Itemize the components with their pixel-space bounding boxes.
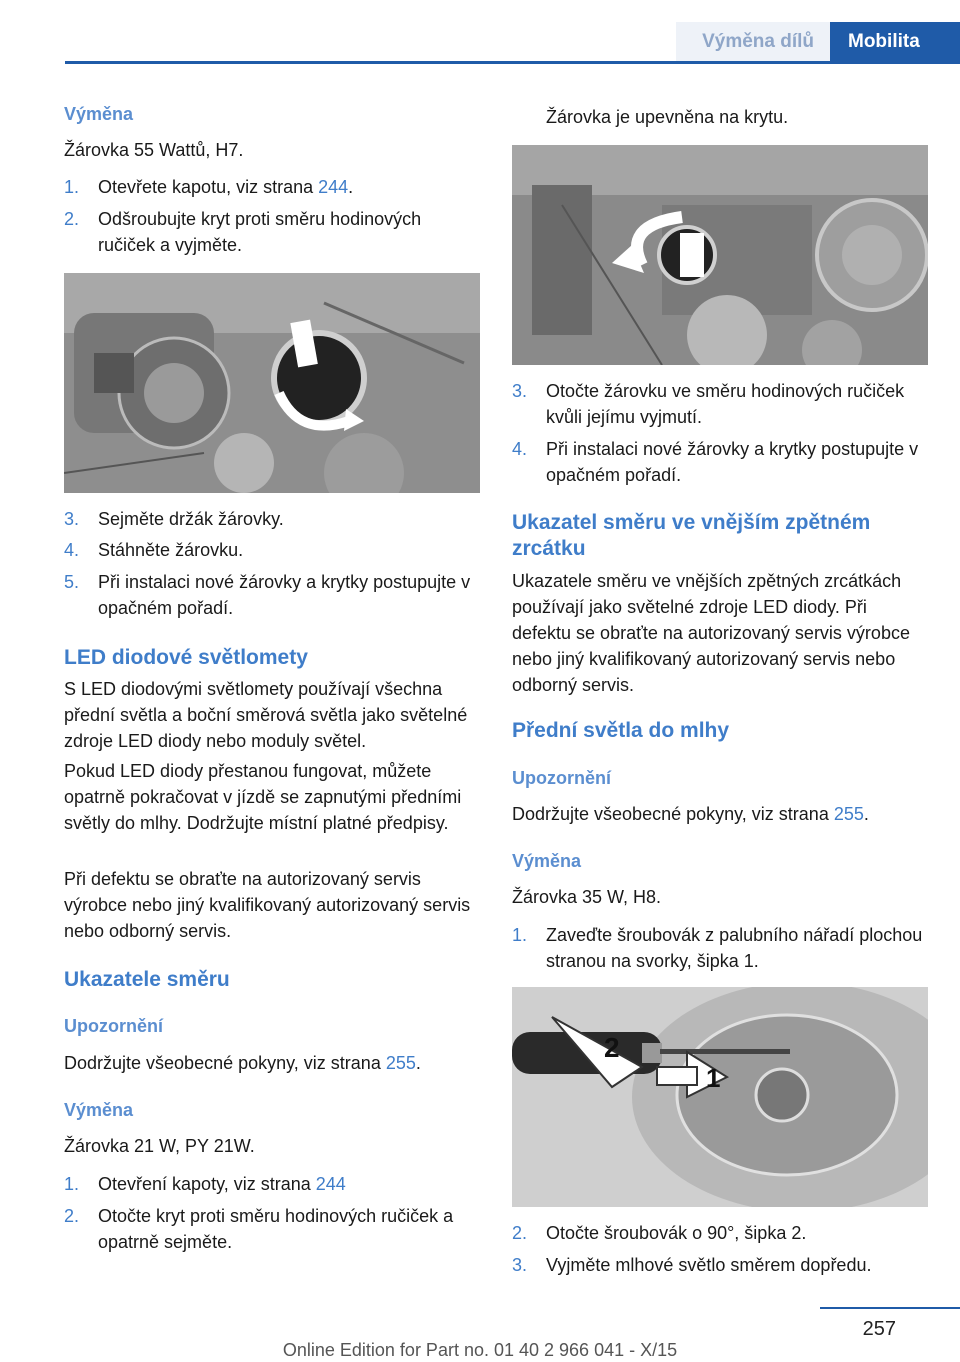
page-header	[676, 22, 960, 62]
step-text: Při instalaci nové žárovky a krytky postupujte v opačném pořadí.	[546, 439, 919, 485]
fog-light-photo	[512, 987, 928, 1207]
page-link[interactable]: 244	[315, 1174, 346, 1194]
arrow-label-1: 1	[706, 1063, 721, 1093]
mirror-heading: Ukazatel směru ve vnějším zpětném zrcátku	[512, 511, 871, 560]
bulb-spec: Žárovka 55 Wattů, H7.	[64, 140, 244, 160]
step-number: 1.	[512, 925, 528, 945]
step-text: Otevření kapoty, viz strana 244	[98, 1174, 346, 1194]
fog-heading: Přední světla do mlhy	[512, 719, 730, 742]
replacement-heading: Výměna	[64, 1100, 134, 1120]
footer-rule	[820, 1307, 960, 1309]
header-rule	[65, 61, 960, 64]
bulb-spec: Žárovka 35 W, H8.	[512, 887, 662, 907]
step-number: 2.	[64, 1206, 80, 1226]
step-number: 4.	[512, 439, 528, 459]
intro-text: Žárovka je upevněna na krytu.	[546, 107, 789, 127]
step-number: 2.	[512, 1223, 528, 1243]
step-number: 3.	[512, 1255, 528, 1275]
step-item	[64, 1203, 480, 1255]
step-text: Otevřete kapotu, viz strana 244.	[98, 177, 354, 197]
step-number: 3.	[64, 509, 80, 529]
notice-text: Dodržujte všeobecné pokyny, viz strana 255.	[64, 1053, 421, 1073]
mirror-paragraph: Ukazatele směru ve vnějších zpětných zrcátkách používají jako světelné zdroje LED diody. Při defektu se obraťte na autorizovaný servis výrobce nebo jiný kvalifikovaný autorizovaný servis nebo odborný servis.	[512, 571, 910, 695]
led-paragraph: Pokud LED diody přestanou fungovat, můžete opatrně pokračovat v jízdě se zapnutými předními světly do mlhy. Dodržujte místní platné předpisy.	[64, 761, 462, 833]
page-link[interactable]: 255	[385, 1053, 416, 1073]
led-paragraph: Při defektu se obraťte na autorizovaný servis výrobce nebo jiný kvalifikovaný autorizovaný servis nebo odborný servis.	[64, 869, 471, 941]
page-number: 257	[862, 1318, 896, 1340]
step-item	[512, 378, 928, 430]
step-item	[64, 206, 480, 258]
step-text: Stáhněte žárovku.	[98, 540, 244, 560]
headlight-cover-photo	[64, 273, 480, 493]
step-item	[512, 1252, 928, 1278]
step-text: Při instalaci nové žárovky a krytky postupujte v opačném pořadí.	[98, 572, 471, 618]
section-tab[interactable]: Výměna dílů	[676, 22, 830, 62]
step-text: Sejměte držák žárovky.	[98, 509, 284, 529]
step-item	[64, 537, 480, 563]
step-item	[512, 922, 928, 974]
page-link[interactable]: 244	[318, 177, 349, 197]
step-number: 5.	[64, 572, 80, 592]
led-paragraph: S LED diodovými světlomety používají všechna přední světla a boční směrová světla jako světelné zdroje LED diody nebo moduly světel.	[64, 679, 468, 751]
notice-heading: Upozornění	[512, 768, 611, 788]
step-item	[512, 1220, 928, 1246]
step-number: 4.	[64, 540, 80, 560]
step-number: 2.	[64, 209, 80, 229]
indicator-heading: Ukazatele směru	[64, 968, 230, 991]
step-text: Otočte šroubovák o 90°, šipka 2.	[546, 1223, 807, 1243]
edition-footer: Online Edition for Part no. 01 40 2 966 041 - X/15	[282, 1340, 678, 1360]
step-number: 1.	[64, 1174, 80, 1194]
replacement-heading: Výměna	[64, 104, 134, 124]
notice-heading: Upozornění	[64, 1016, 163, 1036]
page-link[interactable]: 255	[833, 804, 864, 824]
step-item	[64, 569, 480, 621]
step-item	[64, 174, 480, 200]
step-text: Otočte žárovku ve směru hodinových ručiček kvůli jejímu vyjmutí.	[546, 381, 905, 427]
step-item	[512, 436, 928, 488]
arrow-label-2: 2	[604, 1032, 620, 1063]
step-text: Vyjměte mlhové světlo směrem dopředu.	[546, 1255, 872, 1275]
step-text: Otočte kryt proti směru hodinových ručiček a opatrně sejměte.	[98, 1206, 454, 1252]
led-heading: LED diodové světlomety	[64, 646, 308, 669]
bulb-spec: Žárovka 21 W, PY 21W.	[64, 1136, 255, 1156]
chapter-tab[interactable]: Mobilita	[830, 22, 960, 62]
step-text: Zaveďte šroubovák z palubního nářadí plochou stranou na svorky, šipka 1.	[546, 925, 923, 971]
step-item	[64, 506, 480, 532]
replacement-heading: Výměna	[512, 851, 582, 871]
step-number: 3.	[512, 381, 528, 401]
bulb-cover-photo	[512, 145, 928, 365]
step-number: 1.	[64, 177, 80, 197]
step-text: Odšroubujte kryt proti směru hodinových ručiček a vyjměte.	[98, 209, 422, 255]
step-item	[64, 1171, 480, 1197]
notice-text: Dodržujte všeobecné pokyny, viz strana 255.	[512, 804, 869, 824]
